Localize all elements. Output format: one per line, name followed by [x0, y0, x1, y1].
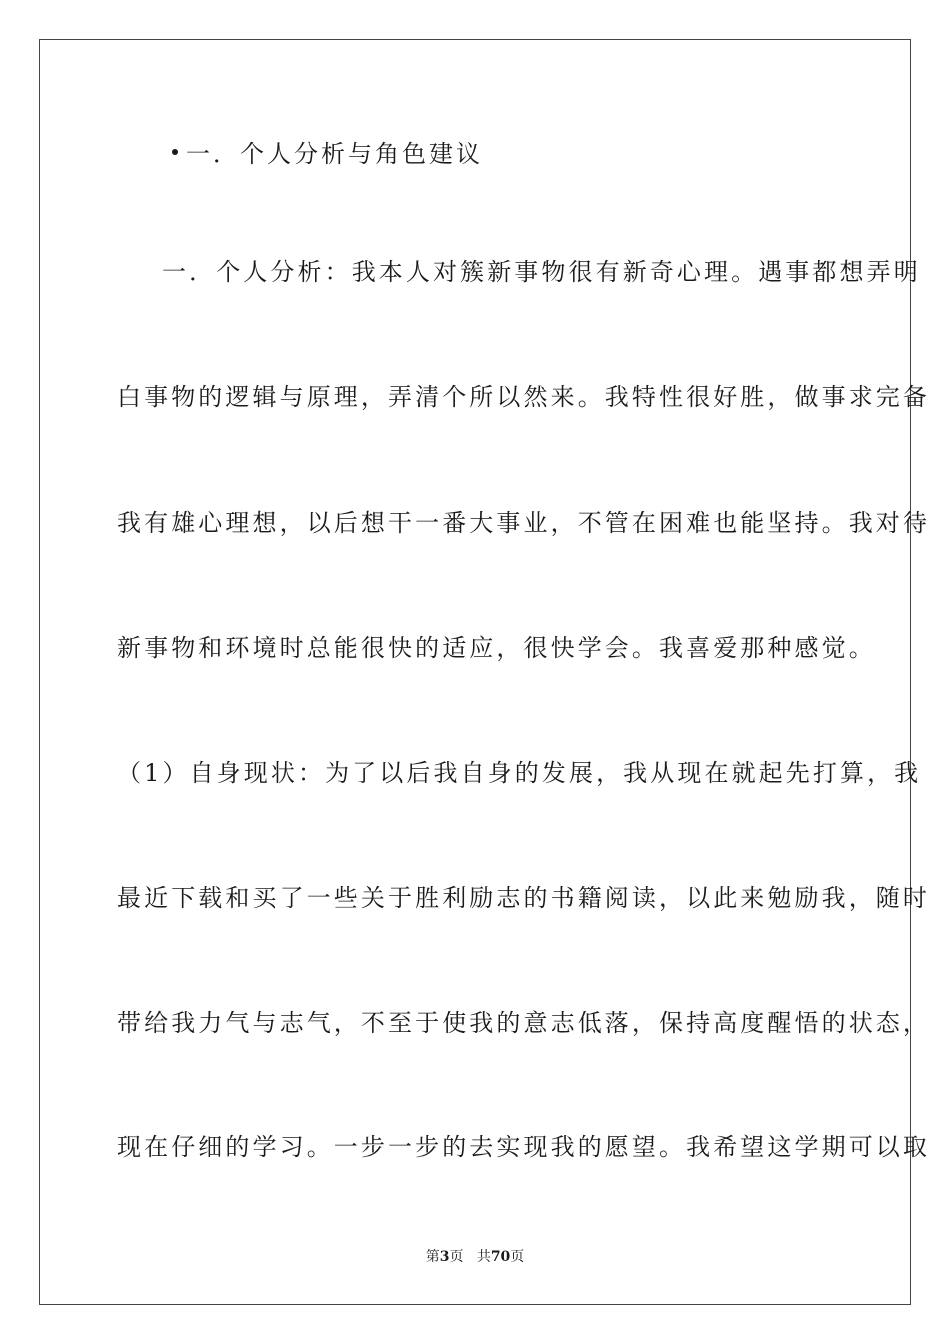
section-heading-text: 一．个人分析与角色建议 [186, 140, 483, 168]
paragraph-line: 最近下载和买了一些关于胜利励志的书籍阅读，以此来勉励我，随时 [117, 884, 930, 912]
section-heading [172, 134, 483, 169]
total-prefix: 共 [476, 1249, 491, 1265]
page-prefix: 第 [425, 1249, 440, 1265]
bullet-icon [172, 149, 178, 155]
page-current: 3 [439, 1249, 450, 1265]
paragraph-line: 我有雄心理想，以后想干一番大事业，不管在困难也能坚持。我对待 [117, 509, 930, 537]
paragraph-line: 白事物的逻辑与原理，弄清个所以然来。我特性很好胜，做事求完备 [117, 383, 930, 411]
paragraph-line: 带给我力气与志气，不至于使我的意志低落，保持高度醒悟的状态， [117, 1009, 930, 1037]
paragraph-line: 一．个人分析：我本人对簇新事物很有新奇心理。遇事都想弄明 [162, 258, 921, 286]
page-border [39, 39, 930, 1305]
page-total: 70 [490, 1249, 511, 1265]
paragraph-line: （1）自身现状：为了以后我自身的发展，我从现在就起先打算，我 [117, 759, 922, 787]
total-suffix: 页 [510, 1249, 525, 1265]
page-suffix: 页 [449, 1249, 464, 1265]
paragraph-line: 新事物和环境时总能很快的适应，很快学会。我喜爱那种感觉。 [117, 634, 876, 662]
page-footer [0, 1246, 950, 1266]
paragraph-line: 现在仔细的学习。一步一步的去实现我的愿望。我希望这学期可以取 [117, 1133, 930, 1161]
